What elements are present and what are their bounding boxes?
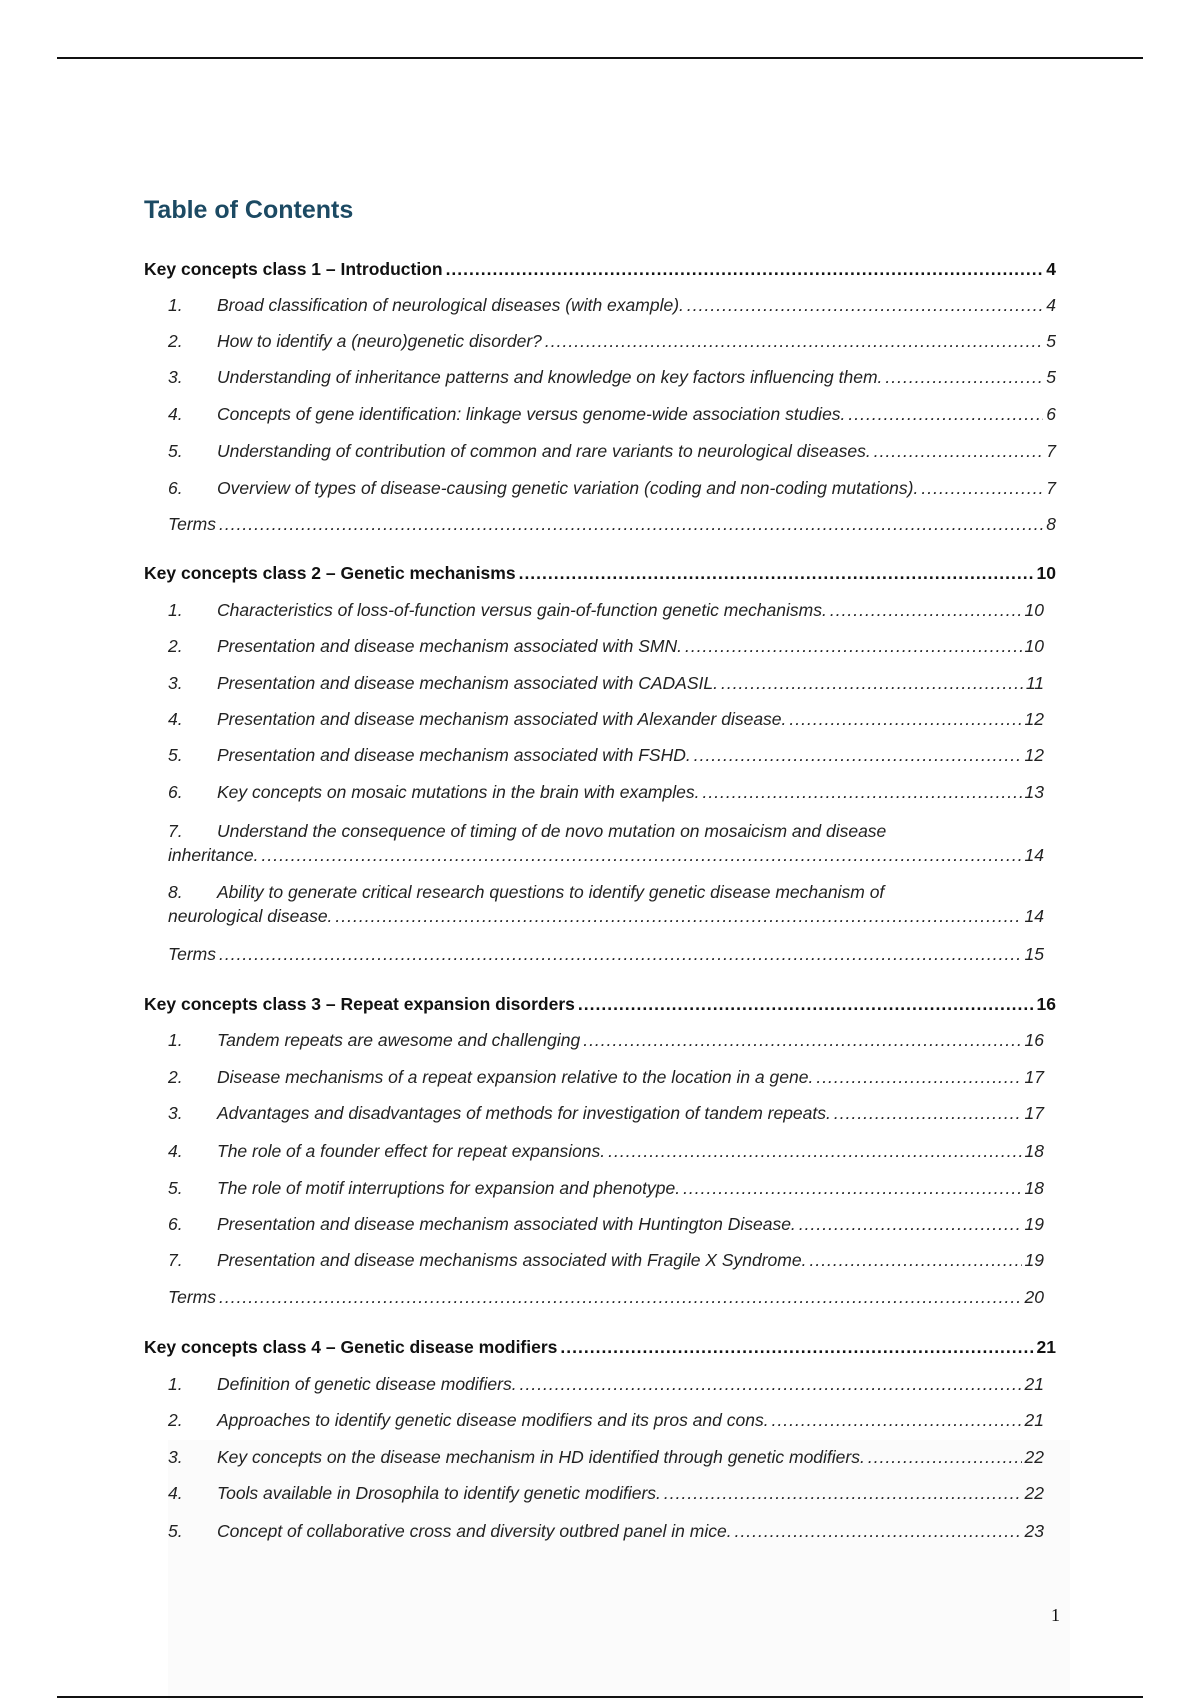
dot-leader — [664, 1481, 1022, 1505]
toc-entry-text: Key concepts on the disease mechanism in HD identified through genetic modifiers. — [217, 1447, 865, 1467]
toc-entry[interactable] — [168, 1406, 1044, 1432]
toc-entry-text: Approaches to identify genetic disease modifiers and its pros and cons. — [217, 1410, 769, 1430]
dot-leader — [683, 1176, 1021, 1200]
toc-section-heading[interactable] — [144, 1333, 1056, 1359]
toc-page: 10 — [1036, 563, 1056, 583]
toc-entry[interactable] — [168, 1370, 1044, 1396]
toc-entry[interactable] — [168, 705, 1044, 731]
dot-leader — [583, 1028, 1021, 1052]
toc-entry-number: 7. — [168, 1250, 183, 1270]
toc-entry-text: Presentation and disease mechanism associated with CADASIL. — [217, 673, 718, 693]
toc-entry[interactable] — [168, 1063, 1044, 1089]
toc-page: 5 — [1046, 331, 1056, 351]
toc-section-heading[interactable] — [144, 255, 1056, 281]
toc-entry-number: 3. — [168, 367, 183, 387]
toc-entry-text-continued: neurological disease. — [168, 906, 333, 926]
toc-page: 13 — [1024, 782, 1044, 802]
toc-entry[interactable] — [168, 669, 1044, 695]
toc-entry[interactable] — [168, 1099, 1044, 1125]
dot-leader — [789, 707, 1021, 731]
toc-section-heading[interactable] — [144, 559, 1056, 585]
toc-page: 7 — [1046, 441, 1056, 461]
toc-page: 19 — [1024, 1250, 1044, 1270]
dot-leader — [446, 257, 1044, 281]
toc-entry[interactable] — [168, 363, 1056, 389]
toc-entry-text: Ability to generate critical research questions to identify genetic disease mechanism of — [217, 882, 885, 902]
dot-leader — [687, 293, 1043, 317]
toc-page: 12 — [1024, 709, 1044, 729]
toc-entry-text: Terms — [168, 514, 216, 534]
toc-entry[interactable] — [168, 474, 1056, 500]
toc-entry-number: 2. — [168, 1410, 183, 1430]
toc-entry-number: 4. — [168, 1483, 183, 1503]
toc-entry[interactable] — [168, 327, 1056, 353]
toc-entry-text: The role of motif interruptions for expansion and phenotype. — [217, 1178, 681, 1198]
dot-leader — [578, 992, 1034, 1016]
toc-page: 16 — [1036, 994, 1056, 1014]
toc-entry-number: 4. — [168, 404, 183, 424]
toc-entry-number: 6. — [168, 478, 183, 498]
toc-page: 18 — [1024, 1178, 1044, 1198]
toc-entry[interactable] — [168, 1210, 1044, 1236]
toc-entry-text: Presentation and disease mechanism associated with Huntington Disease. — [217, 1214, 796, 1234]
toc-page: 4 — [1046, 259, 1056, 279]
toc-entry-text: How to identify a (neuro)genetic disorder? — [217, 331, 542, 351]
dot-leader — [834, 1101, 1022, 1125]
toc-entry-text: Characteristics of loss-of-function versus gain-of-function genetic mechanisms. — [217, 600, 827, 620]
dot-leader — [545, 329, 1043, 353]
page-title: Table of Contents — [144, 196, 354, 224]
toc-page: 20 — [1024, 1287, 1044, 1307]
page-number: 1 — [1051, 1605, 1060, 1625]
toc-entry-wrapped[interactable] — [168, 880, 1044, 928]
toc-terms-entry[interactable] — [168, 940, 1044, 966]
dot-leader — [874, 439, 1044, 463]
toc-entry[interactable] — [168, 596, 1044, 622]
toc-entry-text: Presentation and disease mechanism associated with SMN. — [217, 636, 682, 656]
toc-page: 7 — [1046, 478, 1056, 498]
toc-entry-text: Broad classification of neurological diseases (with example). — [217, 295, 684, 315]
dot-leader — [520, 1372, 1022, 1396]
dot-leader — [685, 634, 1022, 658]
toc-page: 21 — [1024, 1410, 1044, 1430]
toc-entry-text: Terms — [168, 944, 216, 964]
dot-leader — [335, 904, 1021, 928]
toc-terms-entry[interactable] — [168, 510, 1056, 536]
toc-entry[interactable] — [168, 1479, 1044, 1505]
toc-page: 16 — [1024, 1030, 1044, 1050]
toc-page: 11 — [1025, 673, 1044, 693]
toc-heading-text: Key concepts class 3 – Repeat expansion disorders — [144, 994, 575, 1014]
toc-entry-number: 2. — [168, 1067, 183, 1087]
dot-leader — [261, 843, 1021, 867]
toc-entry-text: Concepts of gene identification: linkage versus genome-wide association studies. — [217, 404, 846, 424]
toc-page: 23 — [1024, 1521, 1044, 1541]
toc-entry-number: 1. — [168, 600, 183, 620]
toc-entry-text: Tools available in Drosophila to identify genetic modifiers. — [217, 1483, 661, 1503]
toc-entry-text: Overview of types of disease-causing genetic variation (coding and non-coding mutations). — [217, 478, 919, 498]
toc-entry[interactable] — [168, 778, 1044, 804]
toc-page: 21 — [1036, 1337, 1056, 1357]
toc-entry-number: 5. — [168, 745, 183, 765]
toc-entry[interactable] — [168, 1443, 1044, 1469]
toc-page: 17 — [1024, 1067, 1044, 1087]
toc-entry-number: 6. — [168, 782, 183, 802]
toc-entry-number: 1. — [168, 1030, 183, 1050]
dot-leader — [921, 476, 1043, 500]
toc-entry-text: Concept of collaborative cross and diversity outbred panel in mice. — [217, 1521, 732, 1541]
toc-heading-text: Key concepts class 2 – Genetic mechanisms — [144, 563, 516, 583]
dot-leader — [519, 561, 1034, 585]
toc-entry-text: Presentation and disease mechanisms associated with Fragile X Syndrome. — [217, 1250, 807, 1270]
dot-leader — [560, 1335, 1033, 1359]
toc-page: 22 — [1024, 1483, 1044, 1503]
toc-entry-number: 4. — [168, 709, 183, 729]
toc-entry-text: Terms — [168, 1287, 216, 1307]
toc-entry-number: 8. — [168, 882, 183, 902]
toc-page: 14 — [1024, 845, 1044, 865]
toc-section-heading[interactable] — [144, 990, 1056, 1016]
toc-entry-number: 5. — [168, 1178, 183, 1198]
toc-entry[interactable] — [168, 400, 1056, 426]
dot-leader — [830, 598, 1022, 622]
toc-entry-text: Understanding of inheritance patterns and knowledge on key factors influencing them. — [217, 367, 883, 387]
toc-entry[interactable] — [168, 1174, 1044, 1200]
toc-page: 5 — [1046, 367, 1056, 387]
toc-entry-number: 1. — [168, 1374, 183, 1394]
toc-entry-number: 3. — [168, 673, 183, 693]
dot-leader — [885, 365, 1043, 389]
toc-page: 12 — [1024, 745, 1044, 765]
dot-leader — [735, 1519, 1022, 1543]
dot-leader — [721, 671, 1023, 695]
toc-entry[interactable] — [168, 632, 1044, 658]
toc-entry[interactable] — [168, 437, 1056, 463]
toc-entry-text: Tandem repeats are awesome and challenging — [217, 1030, 581, 1050]
toc-entry-number: 1. — [168, 295, 183, 315]
dot-leader — [799, 1212, 1022, 1236]
toc-page: 8 — [1046, 514, 1056, 534]
header-rule — [57, 57, 1143, 59]
toc-entry[interactable] — [168, 1517, 1044, 1543]
dot-leader — [848, 402, 1043, 426]
toc-page: 15 — [1024, 944, 1044, 964]
toc-entry-text: Definition of genetic disease modifiers. — [217, 1374, 517, 1394]
toc-entry[interactable] — [168, 1026, 1044, 1052]
dot-leader — [219, 1285, 1022, 1309]
toc-page: 21 — [1024, 1374, 1044, 1394]
toc-heading-text: Key concepts class 4 – Genetic disease modifiers — [144, 1337, 558, 1357]
toc-entry-number: 5. — [168, 441, 183, 461]
toc-heading-text: Key concepts class 1 – Introduction — [144, 259, 443, 279]
dot-leader — [694, 743, 1022, 767]
toc-page: 17 — [1024, 1103, 1044, 1123]
toc-entry-number: 7. — [168, 821, 183, 841]
toc-terms-entry[interactable] — [168, 1283, 1044, 1309]
toc-page: 10 — [1024, 636, 1044, 656]
toc-entry-text: The role of a founder effect for repeat expansions. — [217, 1141, 606, 1161]
toc-page: 4 — [1046, 295, 1056, 315]
toc-entry[interactable] — [168, 1137, 1044, 1163]
toc-entry-text-continued: inheritance. — [168, 845, 259, 865]
toc-entry-number: 2. — [168, 331, 183, 351]
toc-page: 19 — [1024, 1214, 1044, 1234]
toc-page: 10 — [1024, 600, 1044, 620]
toc-entry-text: Advantages and disadvantages of methods for investigation of tandem repeats. — [217, 1103, 831, 1123]
toc-entry-text: Presentation and disease mechanism associated with FSHD. — [217, 745, 691, 765]
toc-entry[interactable] — [168, 741, 1044, 767]
toc-entry-text: Key concepts on mosaic mutations in the brain with examples. — [217, 782, 700, 802]
toc-entry-text: Presentation and disease mechanism associated with Alexander disease. — [217, 709, 787, 729]
toc-entry-number: 4. — [168, 1141, 183, 1161]
toc-entry-wrapped[interactable] — [168, 819, 1044, 867]
toc-page: 22 — [1024, 1447, 1044, 1467]
dot-leader — [219, 942, 1022, 966]
footer-rule — [57, 1696, 1143, 1698]
toc-entry[interactable] — [168, 291, 1056, 317]
toc-entry-number: 6. — [168, 1214, 183, 1234]
toc-entry-number: 5. — [168, 1521, 183, 1541]
toc-entry-number: 3. — [168, 1103, 183, 1123]
toc-page: 14 — [1024, 906, 1044, 926]
toc-entry-number: 2. — [168, 636, 183, 656]
dot-leader — [868, 1445, 1022, 1469]
toc-entry[interactable] — [168, 1246, 1044, 1272]
toc-page: 6 — [1046, 404, 1056, 424]
dot-leader — [816, 1065, 1021, 1089]
dot-leader — [608, 1139, 1021, 1163]
toc-entry-number: 3. — [168, 1447, 183, 1467]
dot-leader — [702, 780, 1021, 804]
toc-entry-text: Understanding of contribution of common and rare variants to neurological diseases. — [217, 441, 871, 461]
toc-entry-text: Understand the consequence of timing of de novo mutation on mosaicism and disease — [217, 821, 887, 841]
dot-leader — [772, 1408, 1022, 1432]
dot-leader — [219, 512, 1043, 536]
toc-entry-text: Disease mechanisms of a repeat expansion relative to the location in a gene. — [217, 1067, 814, 1087]
toc-page: 18 — [1024, 1141, 1044, 1161]
dot-leader — [809, 1248, 1021, 1272]
